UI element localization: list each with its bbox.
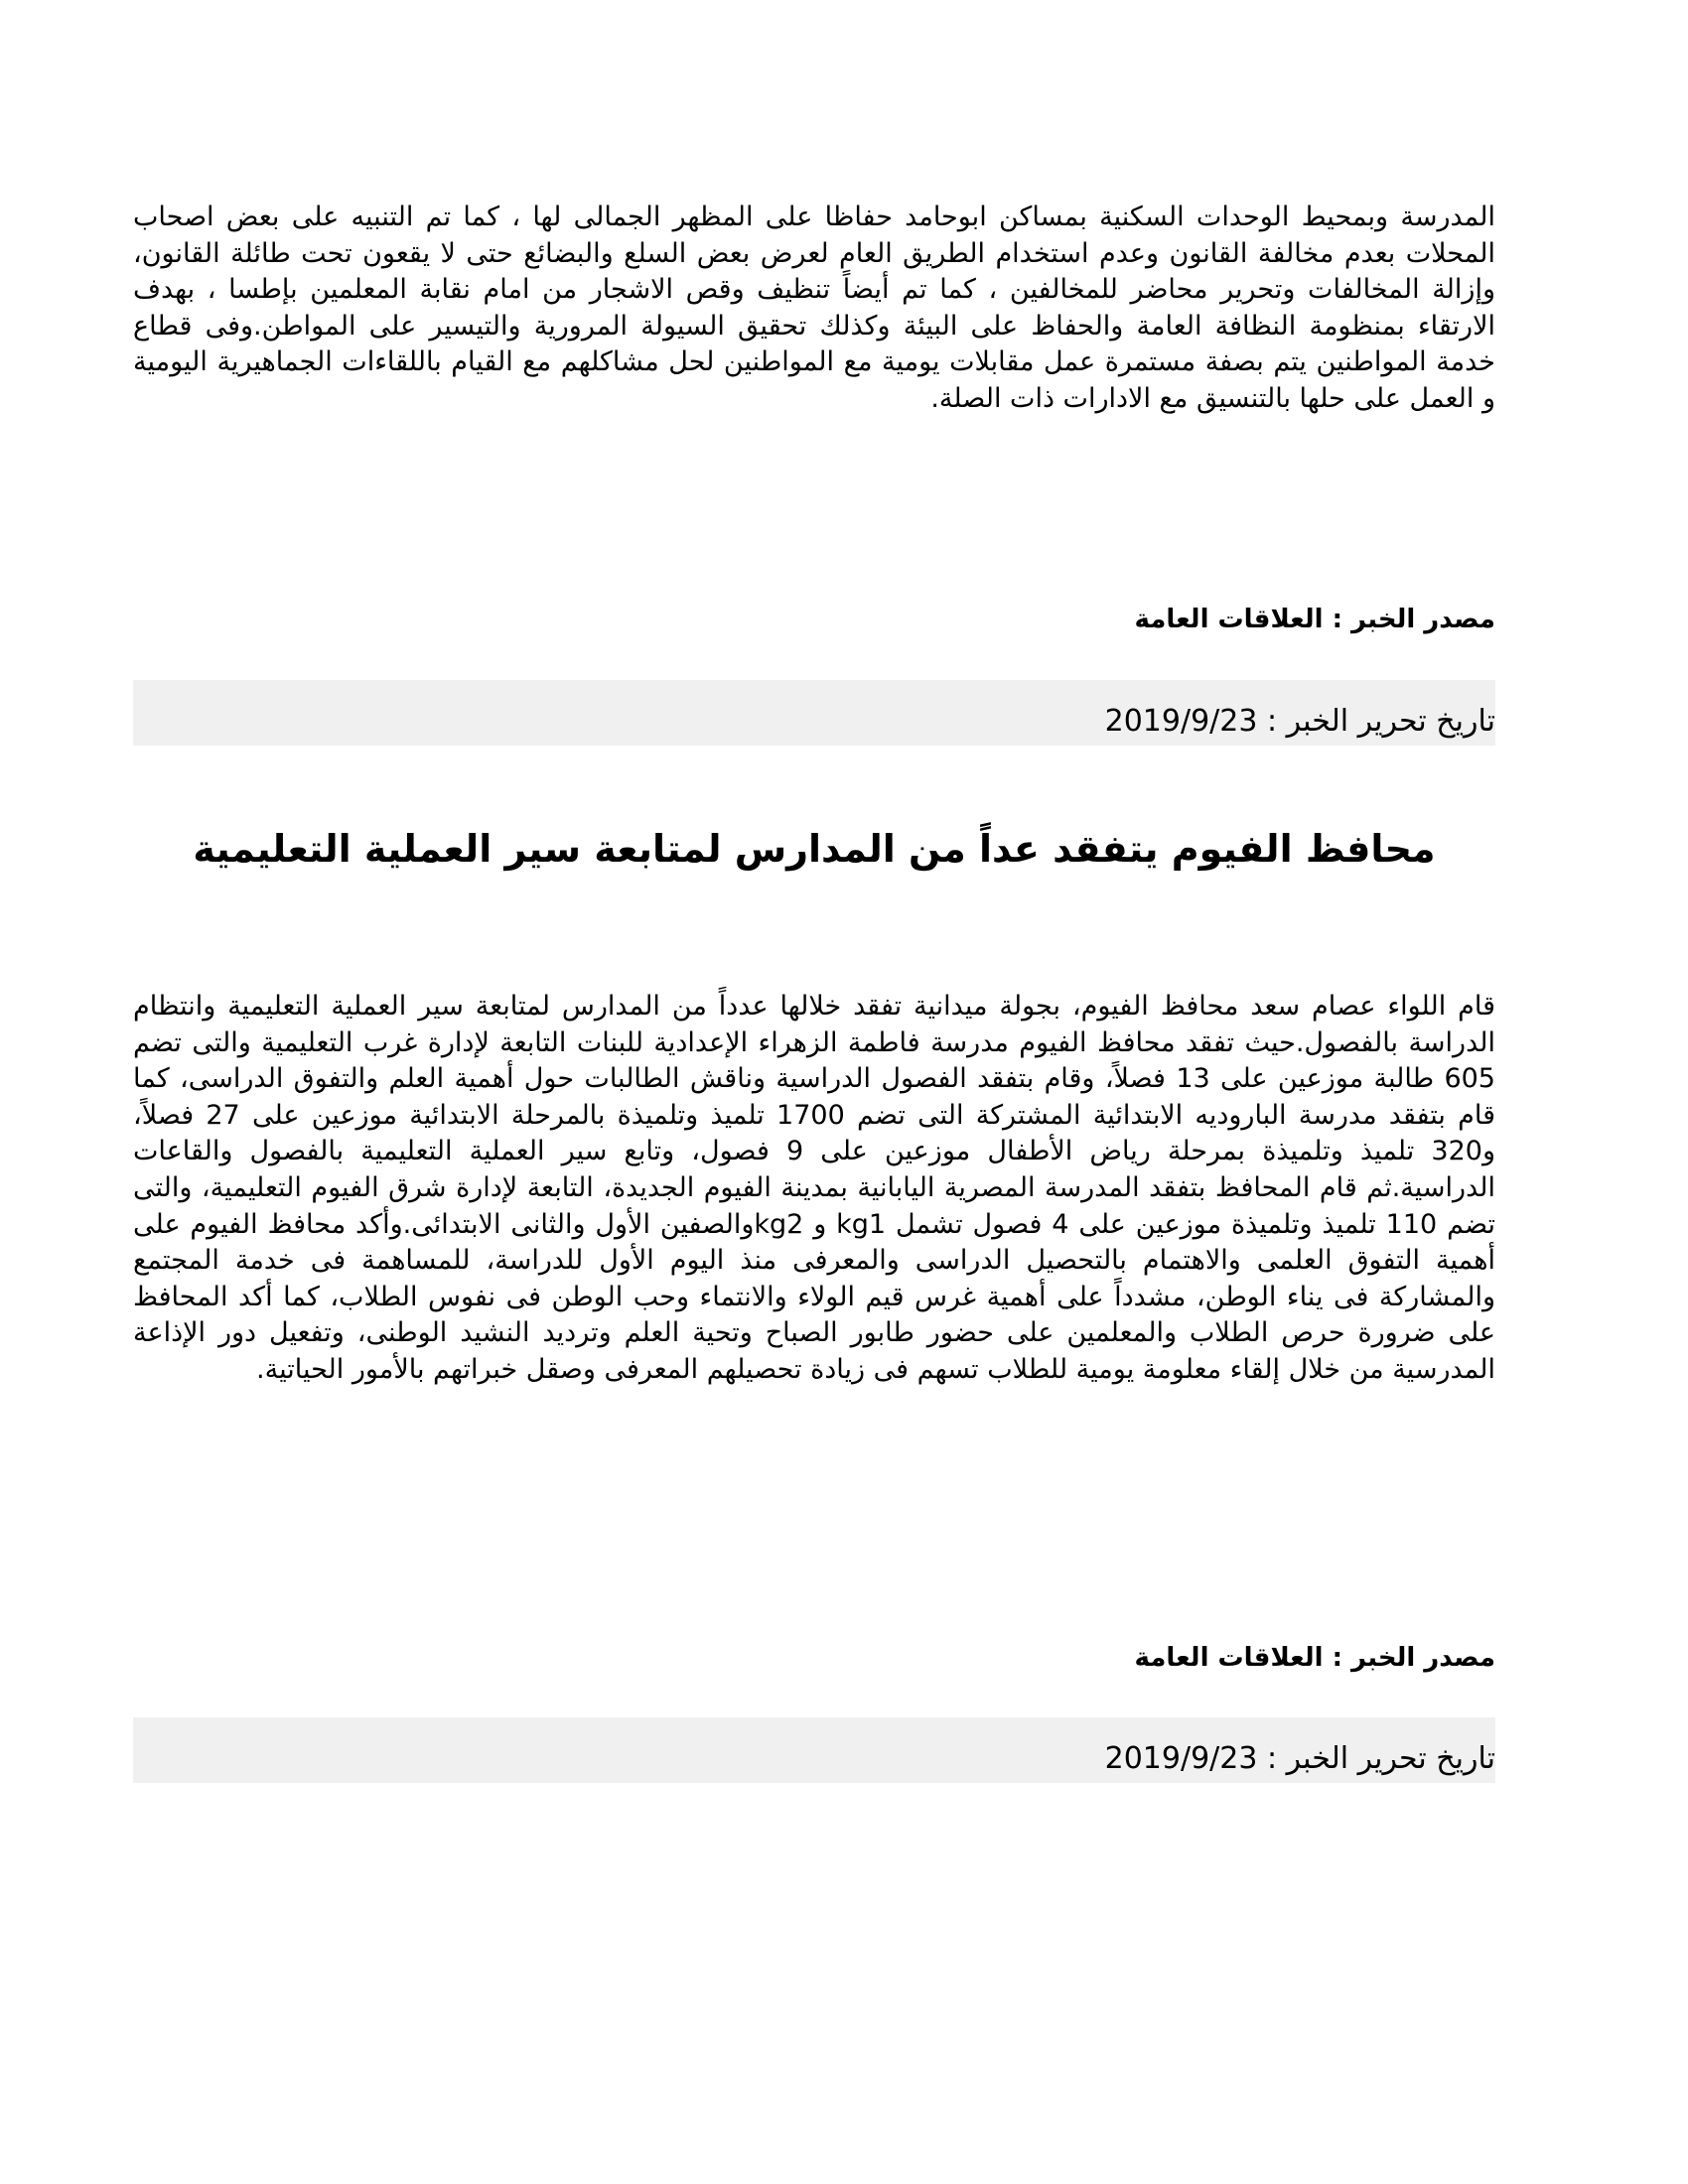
edit-date-label: تاريخ تحرير الخبر : 2019/9/23 (1104, 704, 1495, 739)
news-source-label: مصدر الخبر : العلاقات العامة (1134, 1643, 1495, 1673)
news-source-label: مصدر الخبر : العلاقات العامة (1134, 605, 1495, 634)
edit-date-bar (133, 1717, 1495, 1783)
edit-date-label: تاريخ تحرير الخبر : 2019/9/23 (1104, 1741, 1495, 1776)
article-headline: محافظ الفيوم يتفقد عداً من المدارس لمتابعة سير العملية التعليمية (193, 827, 1436, 871)
article-body-paragraph: قام اللواء عصام سعد محافظ الفيوم، بجولة ميدانية تفقد خلالها عدداً من المدارس لمتابعة سير العملية التعليمية وانتظام الدراسة بالفصول.حيث تفقد محافظ الفيوم مدرسة فاطمة الزهراء الإعدادية للبنات التابعة لإدارة غرب التعليمية والتى تضم 605 طالبة موزعين على 13 فصلاً، وقام بتفقد الفصول الدراسية وناقش الطالبات حول أهمية العلم والتفوق الدراسى، كما قام بتفقد مدرسة الباروديه الابتدائية المشتركة التى تضم 1700 تلميذ وتلميذة بالمرحلة الابتدائية موزعين على 27 فصلاً، و320 تلميذ وتلميذة بمرحلة رياض الأطفال موزعين على 9 فصول، وتابع سير العملية التعليمية بالفصول والقاعات الدراسية.ثم قام المحافظ بتفقد المدرسة المصرية اليابانية بمدينة الفيوم الجديدة، التابعة لإدارة شرق الفيوم التعليمية، والتى تضم 110 تلميذ وتلميذة موزعين على 4 فصول تشمل kg1 و kg2والصفين الأول والثانى الابتدائى.وأكد محافظ الفيوم على أهمية التفوق العلمى والاهتمام بالتحصيل الدراسى والمعرفى منذ اليوم الأول للدراسة، للمساهمة فى خدمة المجتمع والمشاركة فى يناء الوطن، مشدداً على أهمية غرس قيم الولاء والانتماء وحب الوطن فى نفوس الطلاب، كما أكد المحافظ على ضرورة حرص الطلاب والمعلمين على حضور طابور الصباح وتحية العلم وترديد النشيد الوطنى، وتفعيل دور الإذاعة المدرسية من خلال إلقاء معلومة يومية للطلاب تسهم فى زيادة تحصيلهم المعرفى وصقل خبراتهم بالأمور الحياتية. (133, 991, 1495, 1385)
article-body-paragraph: المدرسة وبمحيط الوحدات السكنية بمساكن ابوحامد حفاظا على المظهر الجمالى لها ، كما تم التنبيه على بعض اصحاب المحلات بعدم مخالفة القانون وعدم استخدام الطريق العام لعرض بعض السلع والبضائع حتى لا يقعون تحت طائلة القانون، وإزالة المخالفات وتحرير محاضر للمخالفين ، كما تم أيضاً تنظيف وقص الاشجار من امام نقابة المعلمين بإطسا ، بهدف الارتقاء بمنظومة النظافة العامة والحفاظ على البيئة وكذلك تحقيق السيولة المرورية والتيسير على المواطن.وفى قطاع خدمة المواطنين يتم بصفة مستمرة عمل مقابلات يومية مع المواطنين لحل مشاكلهم مع القيام باللقاءات الجماهيرية اليومية و العمل على حلها بالتنسيق مع الادارات ذات الصلة. (133, 202, 1495, 414)
edit-date-bar (133, 680, 1495, 746)
